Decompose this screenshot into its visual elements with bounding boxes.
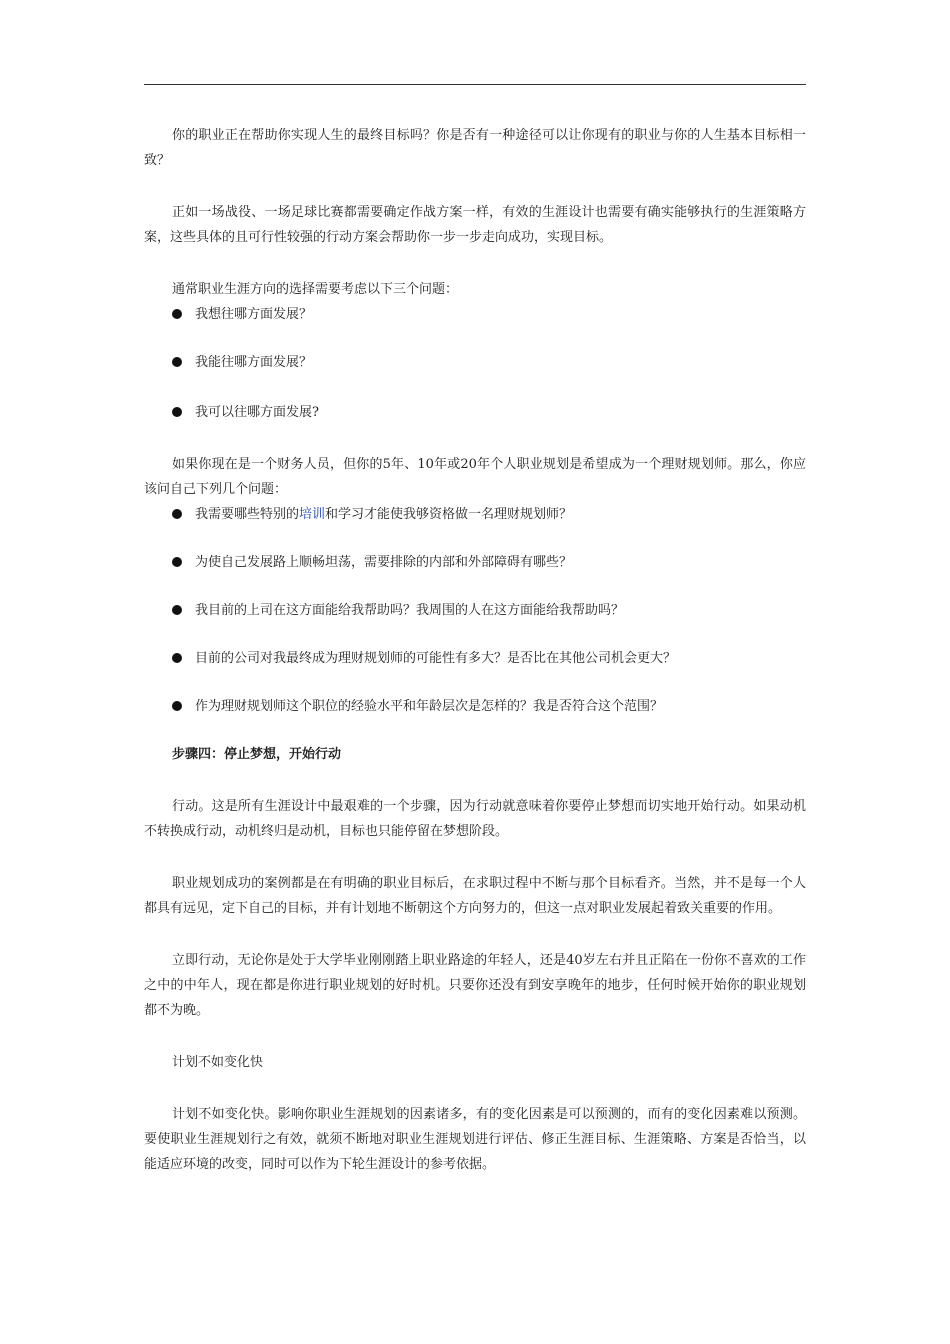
- bullet-icon: [172, 407, 182, 417]
- paragraph-8: 计划不如变化快: [172, 1055, 264, 1070]
- list-item: 目前的公司对我最终成为理财规划师的可能性有多大？是否比在其他公司机会更大？: [144, 646, 806, 671]
- bullet-icon: [172, 701, 182, 711]
- training-link[interactable]: 培训: [299, 507, 326, 522]
- list-item: 为使自己发展路上顺畅坦荡，需要排除的内部和外部障碍有哪些？: [144, 550, 806, 575]
- paragraph-7: 立即行动，无论你是处于大学毕业刚刚踏上职业路途的年轻人，还是40岁左右并且正陷在一份你不喜欢的工作之中的中年人，现在都是你进行职业规划的好时机。只要你还没有到安享晚年的地步，任何时候开始你的职业规划都不为晚。: [144, 953, 806, 1018]
- list-item: 我能往哪方面发展？: [144, 350, 806, 375]
- bullet-icon: [172, 653, 182, 663]
- list-item: 我需要哪些特别的培训和学习才能使我够资格做一名理财规划师？: [144, 502, 806, 527]
- bullet-icon: [172, 357, 182, 367]
- header-rule: [144, 84, 806, 85]
- list-item: 我可以往哪方面发展?: [144, 400, 806, 425]
- paragraph-4: 如果你现在是一个财务人员，但你的5年、10年或20年个人职业规划是希望成为一个理财规划师。那么，你应该问自己下列几个问题：: [144, 457, 806, 497]
- document-body: [144, 123, 806, 1177]
- paragraph-9: 计划不如变化快。影响你职业生涯规划的因素诸多，有的变化因素是可以预测的，而有的变化因素难以预测。要使职业生涯规划行之有效，就须不断地对职业生涯规划进行评估、修正生涯目标、生涯策略、方案是否恰当，以能适应环境的改变，同时可以作为下轮生涯设计的参考依据。: [144, 1107, 806, 1172]
- paragraph-5: 行动。这是所有生涯设计中最艰难的一个步骤，因为行动就意味着你要停止梦想而切实地开始行动。如果动机不转换成行动，动机终归是动机，目标也只能停留在梦想阶段。: [144, 799, 806, 839]
- section-heading: 步骤四：停止梦想，开始行动: [172, 747, 342, 762]
- list-item: 我想往哪方面发展？: [144, 302, 806, 327]
- paragraph-2: 正如一场战役、一场足球比赛都需要确定作战方案一样，有效的生涯设计也需要有确实能够执行的生涯策略方案，这些具体的且可行性较强的行动方案会帮助你一步一步走向成功，实现目标。: [144, 205, 806, 245]
- bullet-icon: [172, 309, 182, 319]
- bullet-icon: [172, 605, 182, 615]
- paragraph-6: 职业规划成功的案例都是在有明确的职业目标后，在求职过程中不断与那个目标看齐。当然，并不是每一个人都具有远见，定下自己的目标，并有计划地不断朝这个方向努力的，但这一点对职业发展起着致关重要的作用。: [144, 876, 806, 916]
- paragraph-3: 通常职业生涯方向的选择需要考虑以下三个问题：: [172, 282, 459, 297]
- paragraph-1: 你的职业正在帮助你实现人生的最终目标吗？你是否有一种途径可以让你现有的职业与你的人生基本目标相一致？: [144, 128, 806, 168]
- bullet-icon: [172, 509, 182, 519]
- list-item: 我目前的上司在这方面能给我帮助吗？我周围的人在这方面能给我帮助吗？: [144, 598, 806, 623]
- bullet-icon: [172, 557, 182, 567]
- list-item: 作为理财规划师这个职位的经验水平和年龄层次是怎样的？我是否符合这个范围？: [144, 694, 806, 719]
